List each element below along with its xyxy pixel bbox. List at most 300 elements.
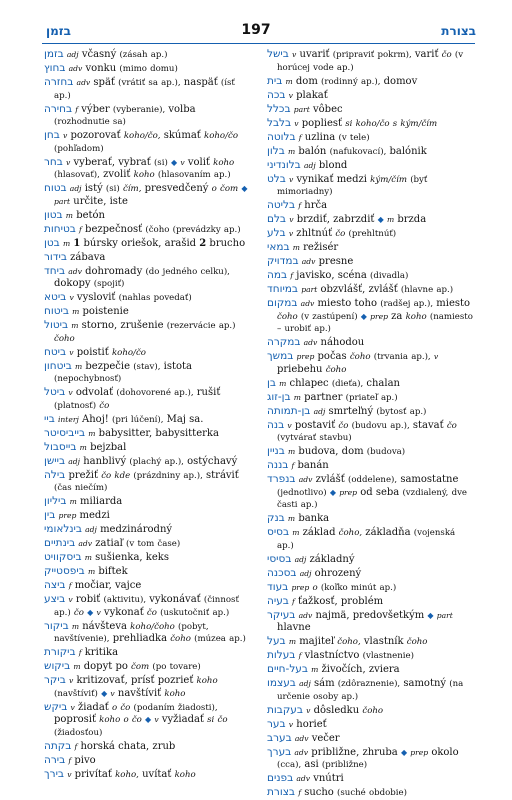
entry-definition: vynikať medzi kým/čím (byť mimoriadny) (277, 173, 428, 197)
dictionary-entry (267, 732, 474, 746)
dictionary-entry (267, 718, 474, 732)
entry-definition: medzinárodný (100, 524, 173, 535)
entry-definition: vnútri (313, 773, 344, 784)
dictionary-entry (267, 297, 474, 336)
entry-definition: prežiť čo kde (prázdniny ap.), stráviť (čas niečím) (54, 469, 239, 493)
dictionary-entry (44, 565, 251, 579)
entry-part-of-speech: v (68, 676, 74, 685)
entry-definition: živočích, zviera (321, 664, 400, 675)
entry-definition: betón (76, 209, 105, 221)
dictionary-entry (44, 646, 251, 660)
dictionary-entry (267, 255, 474, 269)
entry-definition: medzi (79, 510, 110, 521)
entry-headword: בינלאומי (44, 523, 82, 535)
entry-part-of-speech: m (285, 76, 293, 86)
dictionary-entry (267, 473, 474, 512)
entry-part-of-speech: v (287, 420, 292, 430)
entry-headword: בית (267, 74, 283, 87)
entry-definition: majiteľ čoho, vlastník čoho (299, 636, 428, 647)
entry-part-of-speech: v (62, 131, 68, 140)
entry-definition: najmä, predovšetkým ◆ part hlavne (277, 609, 453, 633)
page-number: 197 (241, 22, 271, 38)
dictionary-entry (267, 405, 474, 419)
header-right-guide-word: בצורת (441, 24, 476, 38)
dictionary-entry (267, 103, 474, 117)
entry-part-of-speech: m (69, 497, 77, 506)
dictionary-entry (267, 131, 474, 145)
dictionary-entry (44, 740, 251, 754)
dictionary-entry (44, 701, 251, 740)
entry-definition: 1 búrsky oriešok, arašid 2 brucho (73, 237, 246, 249)
entry-part-of-speech: adv (76, 78, 91, 87)
entry-definition: sucho (suché obdobie) (304, 787, 407, 798)
entry-headword: ביליון (44, 495, 67, 507)
entry-part-of-speech: f (290, 271, 294, 280)
entry-part-of-speech: v (288, 90, 293, 100)
sense-separator-icon: ◆ (400, 747, 408, 757)
dictionary-entry (44, 129, 251, 155)
entry-definition: vôbec (313, 103, 343, 115)
entry-headword: בייביסיטר (44, 426, 86, 439)
entry-part-of-speech: m (73, 662, 81, 671)
dictionary-entry (44, 579, 251, 593)
entry-part-of-speech: v (288, 229, 294, 238)
entry-headword: בילה (44, 468, 66, 481)
entry-definition: chlapec (dieťa), chalan (289, 377, 400, 389)
dictionary-entry (44, 76, 251, 102)
entry-headword: ביקר (44, 674, 66, 686)
entry-definition: bezpečnosť (čoho (prevádzky ap.) (85, 223, 241, 235)
dictionary-entry (44, 427, 251, 441)
dictionary-entry (44, 768, 251, 782)
entry-headword: בייסבול (44, 440, 77, 453)
sense-separator-icon: ◆ (377, 215, 384, 224)
entry-headword: ביקש (44, 700, 68, 713)
entry-part-of-speech: v (288, 719, 294, 729)
entry-headword: בלט (267, 172, 286, 185)
dictionary-entry (267, 526, 474, 552)
entry-definition: kritika (84, 647, 119, 658)
entry-definition: vysloviť (nahlas povedať) (76, 292, 192, 303)
sense-separator-icon: ◆ (171, 157, 178, 167)
dictionary-entry (267, 377, 474, 391)
entry-headword: בין (44, 509, 56, 521)
entry-definition: približne, zhruba ◆ prep okolo (cca), asi (približne) (277, 746, 459, 770)
dictionary-entry (44, 551, 251, 565)
entry-headword: ביקור (44, 619, 69, 632)
entry-definition: počas čoho (trvania ap.), v priebehu čoho (277, 351, 439, 375)
entry-definition: balón (nafukovací), balónik (298, 145, 427, 157)
entry-headword: בצורת (267, 786, 295, 798)
entry-headword: ביטא (44, 291, 67, 303)
entry-definition: späť (vrátiť sa ap.), naspäť (ísť ap.) (54, 77, 235, 101)
entry-definition: Ahoj! (pri lúčení), Maj sa. (82, 413, 204, 425)
dictionary-entry (267, 227, 474, 241)
entry-headword: בניין (267, 445, 285, 457)
dictionary-entry (44, 469, 251, 495)
entry-definition: ohrozený (314, 567, 362, 579)
entry-headword: ביטח (44, 345, 67, 358)
dictionary-entry (267, 89, 474, 103)
entry-headword: בטוח (44, 182, 67, 194)
entry-part-of-speech: adv (303, 338, 318, 347)
entry-definition: storno, zrušenie (rezervácie ap.) čoho (54, 320, 236, 344)
entry-definition: základný (309, 553, 355, 565)
entry-definition: pozorovať koho/čo, skúmať koho/čo (pohľadom) (54, 130, 238, 154)
entry-headword: בליטה (267, 199, 296, 211)
entry-part-of-speech: part (293, 104, 310, 114)
dictionary-entry (267, 173, 474, 199)
entry-part-of-speech: adj (299, 679, 311, 688)
entry-definition: uvariť (pripraviť pokrm), variť čo (v horúcej vode ap.) (277, 49, 464, 73)
entry-definition: uzlina (v tele) (304, 131, 370, 143)
entry-definition: zvlášť (oddelene), samostatne (jednotlivo) ◆ prep od seba (vzdialený, dve časti ap.) (277, 474, 468, 510)
entry-definition: večer (311, 732, 340, 744)
dictionary-entry (44, 674, 251, 700)
dictionary-entry (44, 156, 251, 182)
dictionary-entry (44, 413, 251, 427)
entry-part-of-speech: m (288, 637, 297, 646)
dictionary-entry (267, 269, 474, 283)
entry-part-of-speech: m (65, 210, 73, 220)
entry-part-of-speech: v (68, 388, 73, 397)
entry-part-of-speech: m (292, 528, 300, 537)
entry-part-of-speech: v (68, 595, 73, 604)
entry-definition: obzvlášť, zvlášť (hlavne ap.) (320, 284, 454, 295)
entry-part-of-speech: adj (299, 568, 312, 578)
entry-headword: בכה (267, 88, 286, 101)
entry-headword: בלע (267, 227, 286, 239)
entry-definition: o (koľko minút ap.) (312, 582, 397, 593)
entry-headword: ביסקוויט (44, 551, 82, 563)
entry-headword: בעל (267, 635, 286, 647)
entry-definition: poistiť koho/čo (76, 346, 146, 358)
header-left-guide-word: בזמן (46, 24, 71, 38)
entry-headword: במקרה (267, 336, 301, 348)
entry-part-of-speech: m (62, 238, 71, 248)
entry-part-of-speech: prep (58, 511, 77, 520)
dictionary-entry (267, 595, 474, 609)
dictionary-entry (267, 581, 474, 595)
entry-headword: במיוחד (267, 283, 299, 295)
dictionary-entry (267, 609, 474, 635)
entry-definition: sám (zdôraznenie), samotný (na určenie osoby ap.) (277, 678, 464, 702)
dictionary-entry (267, 336, 474, 350)
entry-definition: pivo (74, 754, 96, 766)
entry-part-of-speech: adv (301, 257, 316, 266)
entry-headword: בפנים (267, 772, 294, 784)
entry-headword: ביצה (44, 579, 66, 591)
entry-part-of-speech: m (75, 361, 83, 371)
entry-definition: banka (298, 513, 330, 524)
dictionary-entry (267, 746, 474, 772)
entry-part-of-speech: part (301, 285, 318, 294)
entry-definition: miesto toho (radšej ap.), miesto čoho (v zastúpení) ◆ prep za koho (namiesto – urobiť ap.) (277, 298, 473, 334)
entry-headword: בעל-חיים (267, 663, 308, 675)
dictionary-entry (267, 663, 474, 677)
entry-part-of-speech: v (292, 50, 297, 59)
dictionary-entry (44, 593, 251, 619)
entry-headword: בנק (267, 512, 285, 524)
entry-definition: zábava (70, 251, 106, 263)
dictionary-entry (44, 455, 251, 469)
entry-part-of-speech: adv (68, 64, 83, 73)
entry-part-of-speech: m (88, 428, 96, 438)
entry-headword: בירה (44, 753, 66, 766)
dictionary-entry (267, 459, 474, 473)
entry-headword: בעצמו (267, 677, 296, 689)
entry-part-of-speech: m (287, 514, 296, 523)
entry-definition: žiadať o čo (podaním žiadosti), poprosiť koho o čo ◆ v vyžiadať si čo (žiadosťou) (54, 701, 228, 738)
entry-headword: בן-תמותה (267, 404, 311, 417)
dictionary-entry (44, 495, 251, 509)
entry-definition: včasný (zásah ap.) (81, 49, 168, 60)
entry-part-of-speech: f (79, 224, 82, 234)
entry-part-of-speech: m (279, 378, 287, 388)
entry-part-of-speech: adj (66, 50, 79, 59)
entry-definition: brzdiť, zabrzdiť ◆ m brzda (296, 214, 427, 225)
entry-headword: בחירה (44, 102, 73, 115)
dictionary-column-right (267, 48, 474, 800)
sense-separator-icon: ◆ (241, 184, 248, 193)
entry-definition: smrteľný (bytosť ap.) (328, 405, 427, 417)
entry-part-of-speech: f (74, 741, 78, 751)
entry-part-of-speech: m (72, 307, 80, 316)
entry-part-of-speech: f (298, 651, 302, 660)
entry-part-of-speech: m (79, 442, 87, 452)
entry-part-of-speech: m (84, 553, 92, 562)
entry-definition: bezpečie (stav), istota (nepochybnosť) (54, 360, 193, 384)
dictionary-entry (267, 213, 474, 227)
entry-headword: ביישן (44, 454, 66, 467)
entry-headword: ביי (44, 412, 55, 425)
dictionary-entry (44, 209, 251, 223)
entry-headword: בסיס (267, 526, 290, 538)
entry-part-of-speech: m (287, 146, 296, 156)
sense-separator-icon: ◆ (329, 487, 336, 497)
entry-definition: istý (si) čím, presvedčený o čom ◆ part určite, iste (54, 183, 248, 207)
entry-headword: ביטול (44, 319, 69, 331)
entry-part-of-speech: f (298, 201, 302, 210)
entry-part-of-speech: adv (294, 747, 309, 757)
entry-definition: v dôsledku čoho (306, 704, 384, 716)
entry-definition: partner (priateľ ap.) (304, 391, 398, 403)
entry-part-of-speech: adv (78, 539, 93, 548)
entry-part-of-speech: f (68, 581, 72, 590)
entry-definition: návšteva koho/čoho (pobyt, navštívenie), prehliadka čoho (múzea ap.) (54, 620, 246, 644)
entry-headword: בקתה (44, 739, 72, 752)
entry-part-of-speech: m (87, 567, 96, 576)
dictionary-entry (267, 772, 474, 786)
entry-headword: בנה (267, 418, 285, 431)
entry-definition: dopyt po čom (po tovare) (83, 661, 201, 672)
dictionary-entry (267, 145, 474, 159)
dictionary-entry (267, 199, 474, 213)
entry-definition: babysitter, babysitterka (98, 427, 219, 439)
entry-part-of-speech: v (289, 215, 294, 224)
entry-part-of-speech: v (66, 157, 71, 167)
dictionary-entry (267, 553, 474, 567)
entry-definition: sušienka, keks (95, 552, 169, 563)
entry-definition: presne (318, 256, 354, 267)
entry-headword: בטן (44, 236, 60, 249)
sense-separator-icon: ◆ (101, 688, 108, 698)
entry-part-of-speech: adv (294, 733, 309, 743)
dictionary-entry (267, 159, 474, 173)
entry-part-of-speech: interj (57, 414, 79, 424)
sense-separator-icon: ◆ (145, 715, 152, 724)
entry-headword: בינתיים (44, 537, 76, 549)
entry-headword: בטיחות (44, 222, 76, 235)
entry-headword: במדויק (267, 255, 299, 267)
entry-definition: horieť (296, 718, 327, 730)
entry-headword: בעיה (267, 594, 289, 607)
entry-headword: ביטוח (44, 305, 69, 317)
entry-definition: zatiaľ (v tom čase) (95, 538, 181, 549)
dictionary-entry (44, 305, 251, 319)
entry-part-of-speech: adj (294, 554, 307, 564)
entry-definition: ťažkosť, problém (298, 595, 384, 607)
entry-part-of-speech: m (71, 621, 80, 631)
dictionary-entry (44, 291, 251, 305)
entry-part-of-speech: adv (296, 774, 311, 783)
entry-headword: בעלות (267, 649, 296, 661)
entry-headword: במאי (267, 241, 290, 253)
entry-definition: postaviť čo (budovu ap.), stavať čo (vytvárať stavbu) (277, 419, 457, 443)
entry-headword: במקום (267, 297, 298, 309)
entry-part-of-speech: m (71, 321, 79, 330)
entry-definition: dom (rodinný ap.), domov (295, 75, 418, 87)
dictionary-entry (267, 391, 474, 405)
entry-definition: javisko, scéna (divadla) (296, 270, 409, 281)
entry-definition: horská chata, zrub (80, 740, 176, 752)
dictionary-entry (267, 283, 474, 297)
dictionary-entry (267, 350, 474, 376)
dictionary-entry (44, 319, 251, 345)
entry-headword: בננה (267, 459, 289, 471)
dictionary-entry (267, 704, 474, 718)
entry-definition: režisér (303, 242, 339, 253)
entry-headword: בנפרד (267, 473, 296, 485)
dictionary-entry (44, 523, 251, 537)
dictionary-entry (267, 75, 474, 89)
entry-definition: banán (297, 460, 329, 471)
entry-headword: בידור (44, 250, 67, 263)
entry-part-of-speech: prep (296, 352, 315, 361)
entry-headword: ביטחון (44, 359, 72, 372)
entry-part-of-speech: f (78, 648, 82, 657)
entry-headword: ביפסטייק (44, 565, 85, 577)
entry-part-of-speech: adj (313, 406, 326, 416)
entry-part-of-speech: adv (300, 299, 315, 308)
entry-headword: בלונדיני (267, 158, 301, 171)
dictionary-entry (44, 537, 251, 551)
entry-headword: במה (267, 269, 288, 281)
entry-part-of-speech: adv (298, 475, 313, 484)
entry-headword: בערך (267, 745, 292, 758)
dictionary-entry (267, 635, 474, 649)
entry-part-of-speech: m (288, 447, 296, 456)
entry-headword: בן (267, 376, 276, 389)
entry-part-of-speech: v (69, 293, 74, 302)
entry-headword: בטון (44, 208, 63, 221)
entry-part-of-speech: adv (298, 610, 313, 620)
entry-part-of-speech: adj (303, 160, 316, 170)
dictionary-entry (44, 386, 251, 412)
entry-headword: ביטל (44, 386, 66, 398)
dictionary-entry (44, 103, 251, 129)
dictionary-entry (44, 360, 251, 386)
entry-part-of-speech: f (291, 461, 295, 470)
entry-part-of-speech: adj (69, 184, 82, 193)
entry-headword: בן-זוג (267, 390, 291, 403)
entry-headword: בישל (267, 48, 289, 60)
dictionary-entry (44, 660, 251, 674)
entry-headword: בעוד (267, 580, 289, 593)
entry-headword: בירך (44, 767, 64, 780)
entry-part-of-speech: v (294, 118, 299, 128)
entry-definition: kritizovať, prísť pozrieť koho (navštíviť) ◆ v navštíviť koho (54, 675, 218, 699)
entry-definition: vlastníctvo (vlastnenie) (304, 650, 414, 661)
dictionary-entry (267, 567, 474, 581)
sense-separator-icon: ◆ (87, 607, 94, 617)
entry-definition: bejzbal (90, 441, 127, 453)
page-header (0, 0, 512, 48)
entry-part-of-speech: adj (68, 456, 81, 466)
entry-headword: בלבל (267, 116, 292, 129)
dictionary-entry (44, 441, 251, 455)
entry-part-of-speech: f (298, 788, 301, 797)
entry-definition: dohromady (do jedného celku), dokopy (spojiť) (54, 265, 230, 289)
entry-headword: ביחד (44, 264, 66, 277)
entry-headword: בער (267, 717, 286, 730)
sense-separator-icon: ◆ (427, 610, 434, 620)
entry-definition: hanblivý (plachý ap.), ostýchavý (83, 455, 238, 467)
entry-part-of-speech: f (75, 104, 79, 114)
dictionary-entry (44, 237, 251, 251)
dictionary-entry (267, 241, 474, 255)
entry-part-of-speech: adj (85, 525, 97, 534)
dictionary-entry (267, 649, 474, 663)
entry-part-of-speech: m (292, 243, 300, 252)
dictionary-entry (44, 509, 251, 523)
entry-part-of-speech: f (292, 596, 295, 606)
entry-definition: hrča (304, 200, 328, 211)
entry-definition: poistenie (82, 306, 129, 317)
entry-headword: בעקבות (267, 703, 303, 716)
entry-part-of-speech: f (298, 132, 302, 142)
entry-part-of-speech: m (293, 392, 301, 402)
entry-definition: robiť (aktivitu), vykonávať (činnosť ap.) čo ◆ v vykonať čo (uskutočniť ap.) (54, 594, 239, 618)
entry-definition: popliesť si koho/čo s kým/čím (301, 117, 438, 129)
entry-headword: בחן (44, 129, 60, 141)
entry-headword: בחר (44, 155, 63, 168)
entry-headword: בסיסי (267, 552, 292, 565)
dictionary-entry (44, 754, 251, 768)
entry-definition: zhltnúť čo (prehltnúť) (296, 228, 397, 239)
entry-definition: základ čoho, základňa (vojenská ap.) (277, 527, 456, 551)
dictionary-entry (44, 223, 251, 237)
dictionary-entry (267, 445, 474, 459)
entry-headword: בחוץ (44, 62, 66, 74)
dictionary-entry (267, 48, 474, 74)
entry-headword: בסכנה (267, 566, 297, 579)
entry-headword: ביקורת (44, 646, 76, 658)
entry-part-of-speech: v (69, 347, 74, 357)
entry-definition: náhodou (320, 337, 365, 348)
entry-definition: biftek (98, 566, 128, 577)
entry-part-of-speech: m (311, 665, 319, 674)
